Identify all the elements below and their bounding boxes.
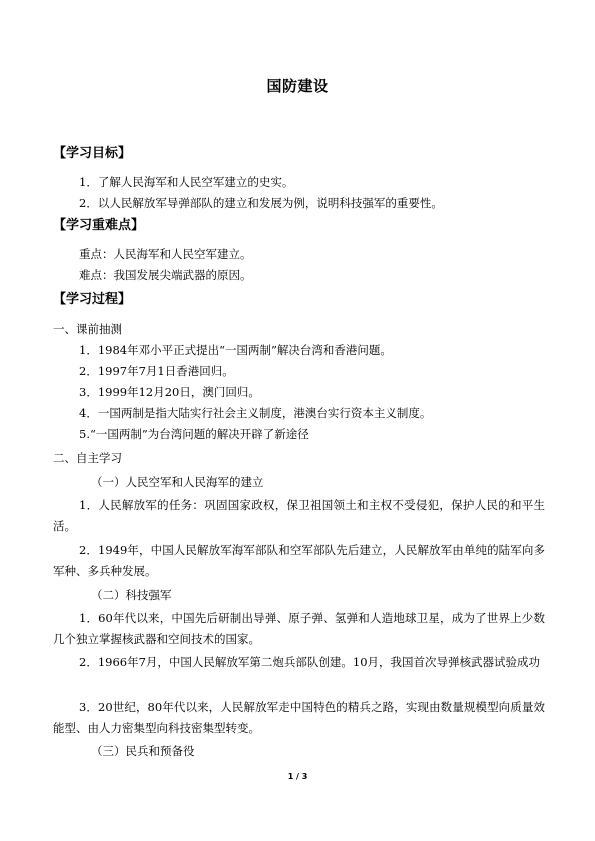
goal-item-2: 2．以人民解放军导弹部队的建立和发展为例，说明科技强军的重要性。 bbox=[79, 196, 443, 210]
part1-item-4: 4．一国两制是指大陆实行社会主义制度，港澳台实行资本主义制度。 bbox=[79, 406, 432, 420]
part1-item-1: 1．1984年邓小平正式提出“一国两制”解决台湾和香港问题。 bbox=[79, 343, 392, 357]
key-point-item-2: 难点：我国发展尖端武器的原因。 bbox=[79, 268, 252, 282]
sub2-paragraph-1: 1．60年代以来，中国先后研制出导弹、原子弹、氢弹和人造地球卫星，成为了世界上少数几个独立掌握核武器和空间技术的国家。 bbox=[53, 611, 545, 646]
sub2-heading: （二）科技强军 bbox=[91, 588, 172, 602]
part1-heading: 一、课前抽测 bbox=[53, 322, 122, 336]
key-point-item-1: 重点：人民海军和人民空军建立。 bbox=[79, 247, 252, 261]
document-title: 国防建设 bbox=[266, 77, 329, 95]
part2-heading: 二、自主学习 bbox=[53, 451, 122, 465]
sub1-paragraph-2: 2．1949年，中国人民解放军海军部队和空军部队先后建立，人民解放军由单纯的陆军向多军种、多兵种发展。 bbox=[53, 543, 545, 578]
sub1-paragraph-1: 1．人民解放军的任务：巩固国家政权，保卫祖国领土和主权不受侵犯，保护人民的和平生活。 bbox=[53, 498, 545, 533]
sub1-heading: （一）人民空军和人民海军的建立 bbox=[91, 475, 264, 489]
sub2-paragraph-3: 3．20世纪，80年代以来，人民解放军走中国特色的精兵之路，实现由数量规模型向质量效能型、由人力密集型向科技密集型转变。 bbox=[53, 700, 545, 735]
section-heading-key-points: 【学习重难点】 bbox=[53, 218, 145, 233]
section-heading-goals: 【学习目标】 bbox=[53, 146, 132, 161]
part1-item-3: 3．1999年12月20日，澳门回归。 bbox=[79, 385, 260, 399]
goal-item-1: 1．了解人民海军和人民空军建立的史实。 bbox=[79, 175, 294, 189]
part1-item-5: 5.“一国两制”为台湾问题的解决开辟了新途径 bbox=[79, 427, 309, 441]
sub2-paragraph-2: 2．1966年7月，中国人民解放军第二炮兵部队创建。10月，我国首次导弹核武器试验成功 bbox=[79, 655, 541, 669]
section-heading-process: 【学习过程】 bbox=[53, 292, 132, 307]
sub3-heading: （三）民兵和预备役 bbox=[91, 744, 195, 758]
page-number: 1 / 3 bbox=[287, 772, 308, 781]
part1-item-2: 2．1997年7月1日香港回归。 bbox=[79, 364, 234, 378]
